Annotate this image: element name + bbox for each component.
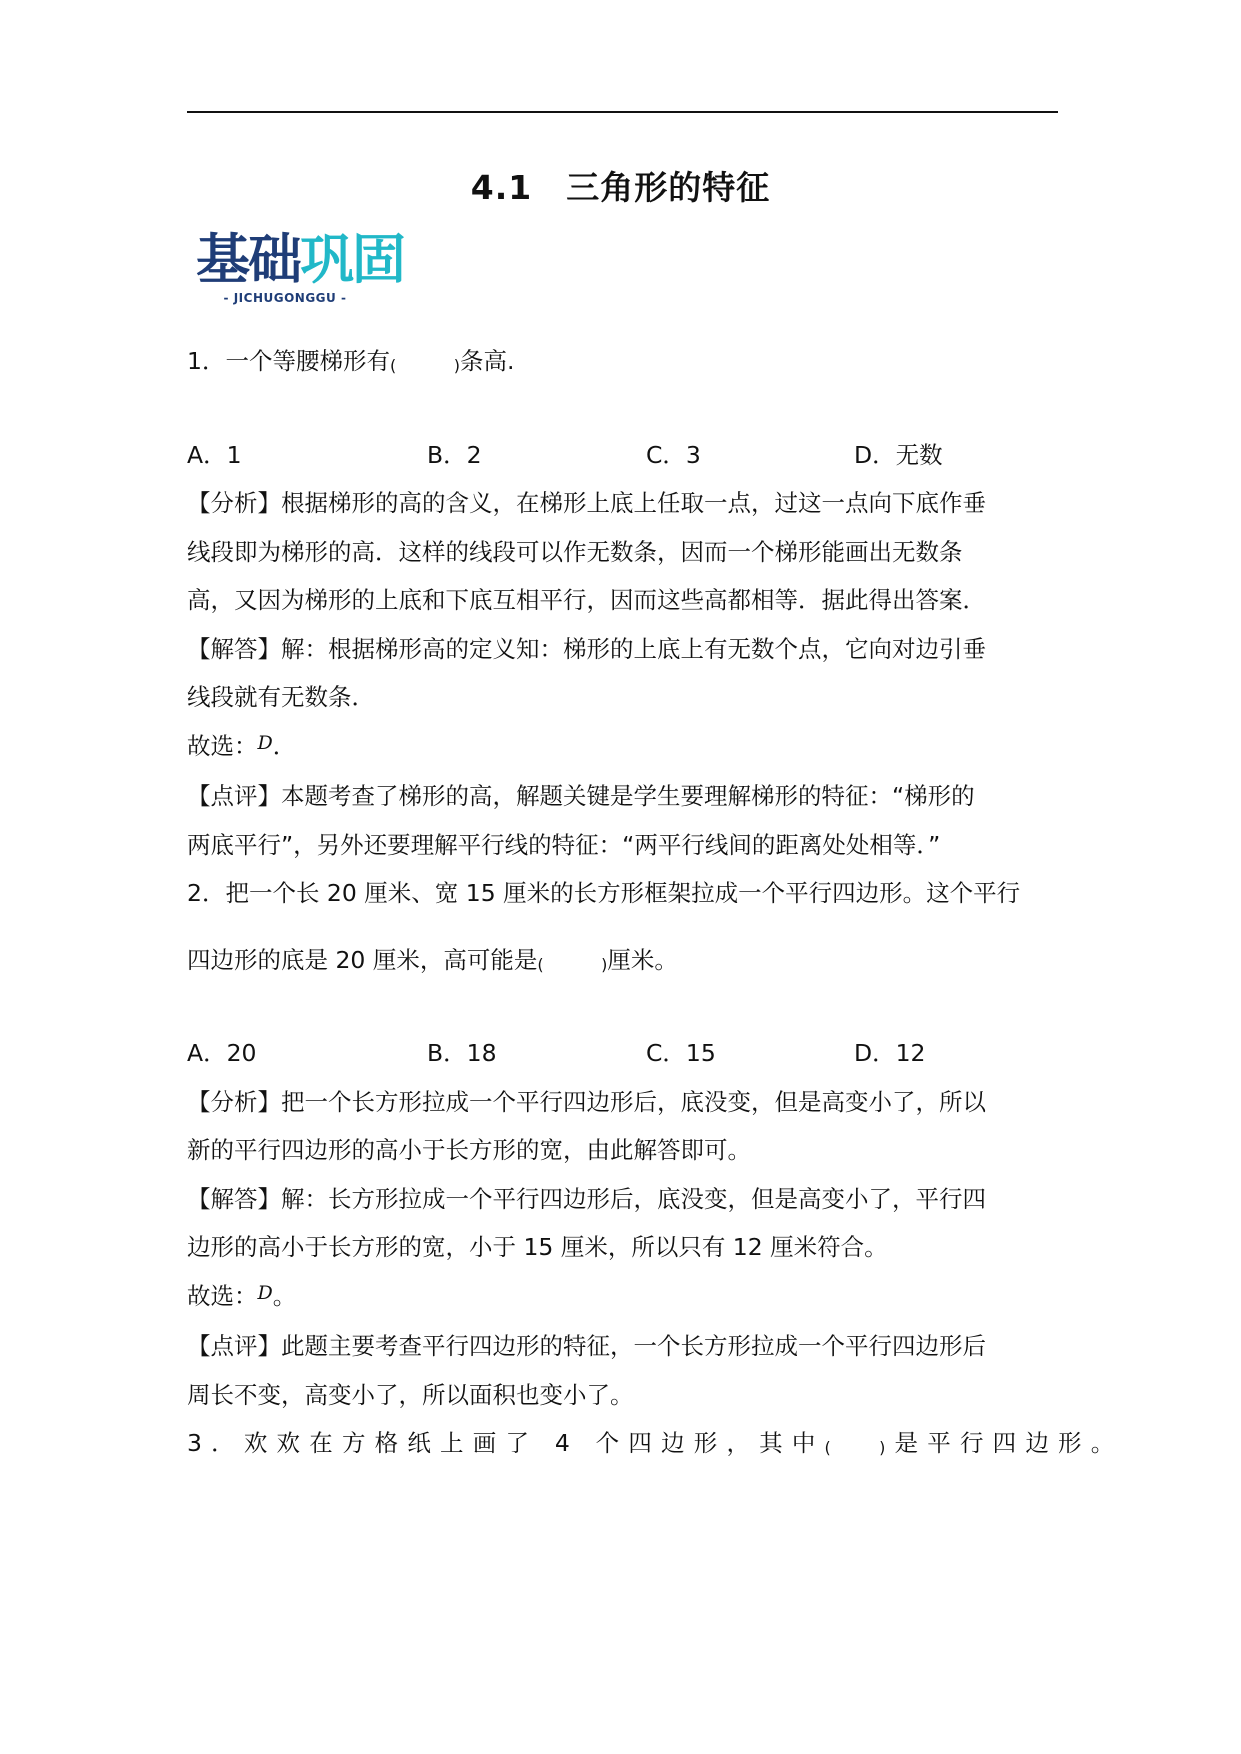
q2-stem-line2 (187, 936, 1057, 1010)
q1-analysis-line: 线段即为梯形的高．这样的线段可以作无数条，因而一个梯形能画出无数条 (187, 537, 963, 566)
q1-option-b: B．2 (427, 440, 482, 469)
q1-comment-line: 【点评】本题考查了梯形的高，解题关键是学生要理解梯形的特征：“梯形的 (187, 782, 975, 810)
q1-choice-label: 故选： (187, 731, 258, 760)
q2-comment-line: 【点评】此题主要考查平行四边形的特征，一个长方形拉成一个平行四边形后 (187, 1332, 986, 1360)
q1-choice-end: ． (272, 731, 297, 760)
q2-analysis-line: 新的平行四边形的高小于长方形的宽，由此解答即可。 (187, 1136, 751, 1164)
page-title: 4.1 三角形的特征 (470, 168, 771, 207)
q1-stem-before: 1．一个等腰梯形有 (187, 347, 390, 375)
logo-text-part1: 基础 (196, 228, 300, 291)
q2-choice-end: 。 (272, 1281, 297, 1310)
document-body (187, 340, 1124, 1468)
q1-analysis-line: 高，又因为梯形的上底和下底互相平行，因而这些高都相等．据此得出答案． (187, 586, 986, 614)
q2-analysis-line: 【分析】把一个长方形拉成一个平行四边形后，底没变，但是高变小了，所以 (187, 1087, 986, 1116)
q2-option-c: C．15 (646, 1039, 716, 1067)
q1-option-a: A．1 (187, 440, 242, 469)
header-rule (187, 111, 1058, 113)
q1-stem (187, 337, 1057, 411)
q2-stem-line1: 2．把一个长 20 厘米、宽 15 厘米的长方形框架拉成一个平行四边形。这个平行 (187, 879, 1021, 907)
q1-choice-value: D (257, 731, 273, 754)
logo-text (196, 228, 414, 291)
q2-stem-after: 厘米。 (607, 945, 678, 974)
q1-comment-line: 两底平行”，另外还要理解平行线的特征：“两平行线间的距离处处相等．” (187, 830, 941, 859)
q2-options (187, 1029, 1057, 1078)
section-logo (196, 228, 414, 308)
q1-analysis-line: 【分析】根据梯形的高的含义，在梯形上底上任取一点，过这一点向下底作垂 (187, 489, 986, 517)
q2-choice-label: 故选： (187, 1281, 258, 1310)
logo-text-part2: 巩固 (300, 228, 404, 291)
q3-stem-after: 是平行四边形。 (894, 1429, 1124, 1457)
q1-answer-line: 【解答】解：根据梯形高的定义知：梯形的上底上有无数个点，它向对边引垂 (187, 634, 986, 663)
q1-choice (187, 722, 1057, 773)
q1-options (187, 431, 1057, 480)
q2-option-d: D．12 (854, 1039, 926, 1067)
answer-blank (825, 1450, 895, 1451)
q1-option-c: C．3 (646, 440, 701, 469)
q2-choice-value: D (257, 1281, 273, 1304)
q2-option-a: A．20 (187, 1039, 257, 1067)
q2-choice (187, 1272, 1057, 1323)
logo-subtitle: - JICHUGONGGU - (223, 291, 347, 305)
q2-option-b: B．18 (427, 1039, 497, 1067)
q2-answer-line: 边形的高小于长方形的宽，小于 15 厘米，所以只有 12 厘米符合。 (187, 1233, 888, 1261)
q3-stem (187, 1419, 1124, 1468)
answer-blank (390, 368, 460, 369)
q1-stem-after: 条高. (459, 347, 515, 375)
q2-answer-line: 【解答】解：长方形拉成一个平行四边形后，底没变，但是高变小了，平行四 (187, 1184, 986, 1213)
q1-option-d: D．无数 (854, 440, 943, 469)
answer-blank (537, 967, 607, 968)
q1-answer-line: 线段就有无数条． (187, 683, 375, 711)
q2-stem-before: 四边形的底是 20 厘米，高可能是 (187, 945, 538, 974)
q3-stem-before: 3．欢欢在方格纸上画了 4 个四边形，其中 (187, 1429, 825, 1457)
q2-comment-line: 周长不变，高变小了，所以面积也变小了。 (187, 1380, 634, 1409)
